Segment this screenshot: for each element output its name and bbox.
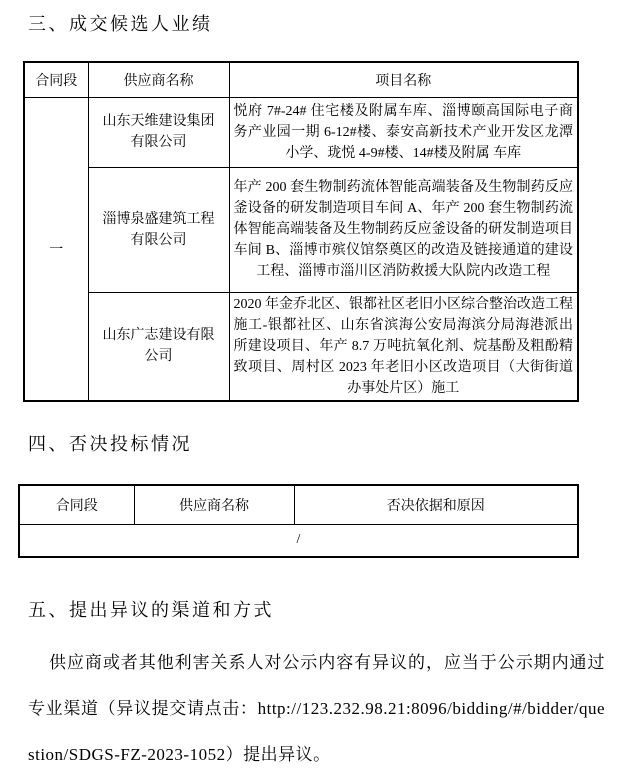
table-row (24, 292, 578, 401)
rejection-empty-value: / (19, 525, 578, 557)
column-header-supplier-name: 供应商名称 (88, 62, 229, 97)
project-list-quansheng: 年产 200 套生物制药流体智能高端装备及生物制药反应釜设备的研发制造项目车间 A、年产 200 套生物制药流体智能高端装备及生物制药反应釜设备的研发制造项目车间 B、淄博市殡仪馆祭奠区的改造及链接通道的建设工程、淄博市淄川区消防救援大队院内改造工程 (229, 167, 578, 292)
contract-section-value: 一 (24, 97, 88, 401)
column-header-contract-section: 合同段 (19, 485, 134, 525)
objection-text-before-url: 供应商或者其他利害关系人对公示内容有异议的，应当于公示期内通过专业渠道（异议提交请点击： (28, 652, 605, 718)
objection-text-after-url: ）提出异议。 (225, 744, 331, 764)
supplier-name-guangzhi: 山东广志建设有限公司 (88, 292, 229, 401)
project-list-guangzhi: 2020 年金乔北区、银都社区老旧小区综合整治改造工程施工-银都社区、山东省滨海公安局海滨分局海港派出所建设项目、年产 8.7 万吨抗氧化剂、烷基酚及粗酚精致项目、周村区 2023 年老旧小区改造项目（大街街道办事处片区）施工 (229, 292, 578, 401)
column-header-contract-section: 合同段 (24, 62, 88, 97)
supplier-name-quansheng: 淄博泉盛建筑工程有限公司 (88, 167, 229, 292)
table-row (24, 167, 578, 292)
rejection-table (18, 484, 579, 558)
objection-submit-url[interactable]: http://123.232.98.21:8096/bidding/#/bidder/question/SDGS-FZ-2023-1052 (28, 698, 605, 764)
objection-paragraph (28, 640, 605, 778)
column-header-supplier-name: 供应商名称 (134, 485, 294, 525)
performance-table (23, 61, 579, 402)
table-row (19, 525, 578, 557)
column-header-rejection-reason: 否决依据和原因 (294, 485, 578, 525)
project-list-tianwei: 悦府 7#-24# 住宅楼及附属车库、淄博颐高国际电子商务产业园一期 6-12#楼、泰安高新技术产业开发区龙潭小学、珑悦 4-9#楼、14#楼及附属 车库 (229, 97, 578, 167)
section-heading-objection-channels: 五、提出异议的渠道和方式 (28, 599, 274, 620)
column-header-project-name: 项目名称 (229, 62, 578, 97)
section-heading-rejected-bids: 四、否决投标情况 (28, 433, 192, 454)
rejection-table-header-row (19, 485, 578, 525)
section-heading-winning-candidates-performance: 三、成交候选人业绩 (28, 14, 213, 34)
performance-table-header-row (24, 62, 578, 97)
supplier-name-tianwei: 山东天维建设集团有限公司 (88, 97, 229, 167)
table-row (24, 97, 578, 167)
